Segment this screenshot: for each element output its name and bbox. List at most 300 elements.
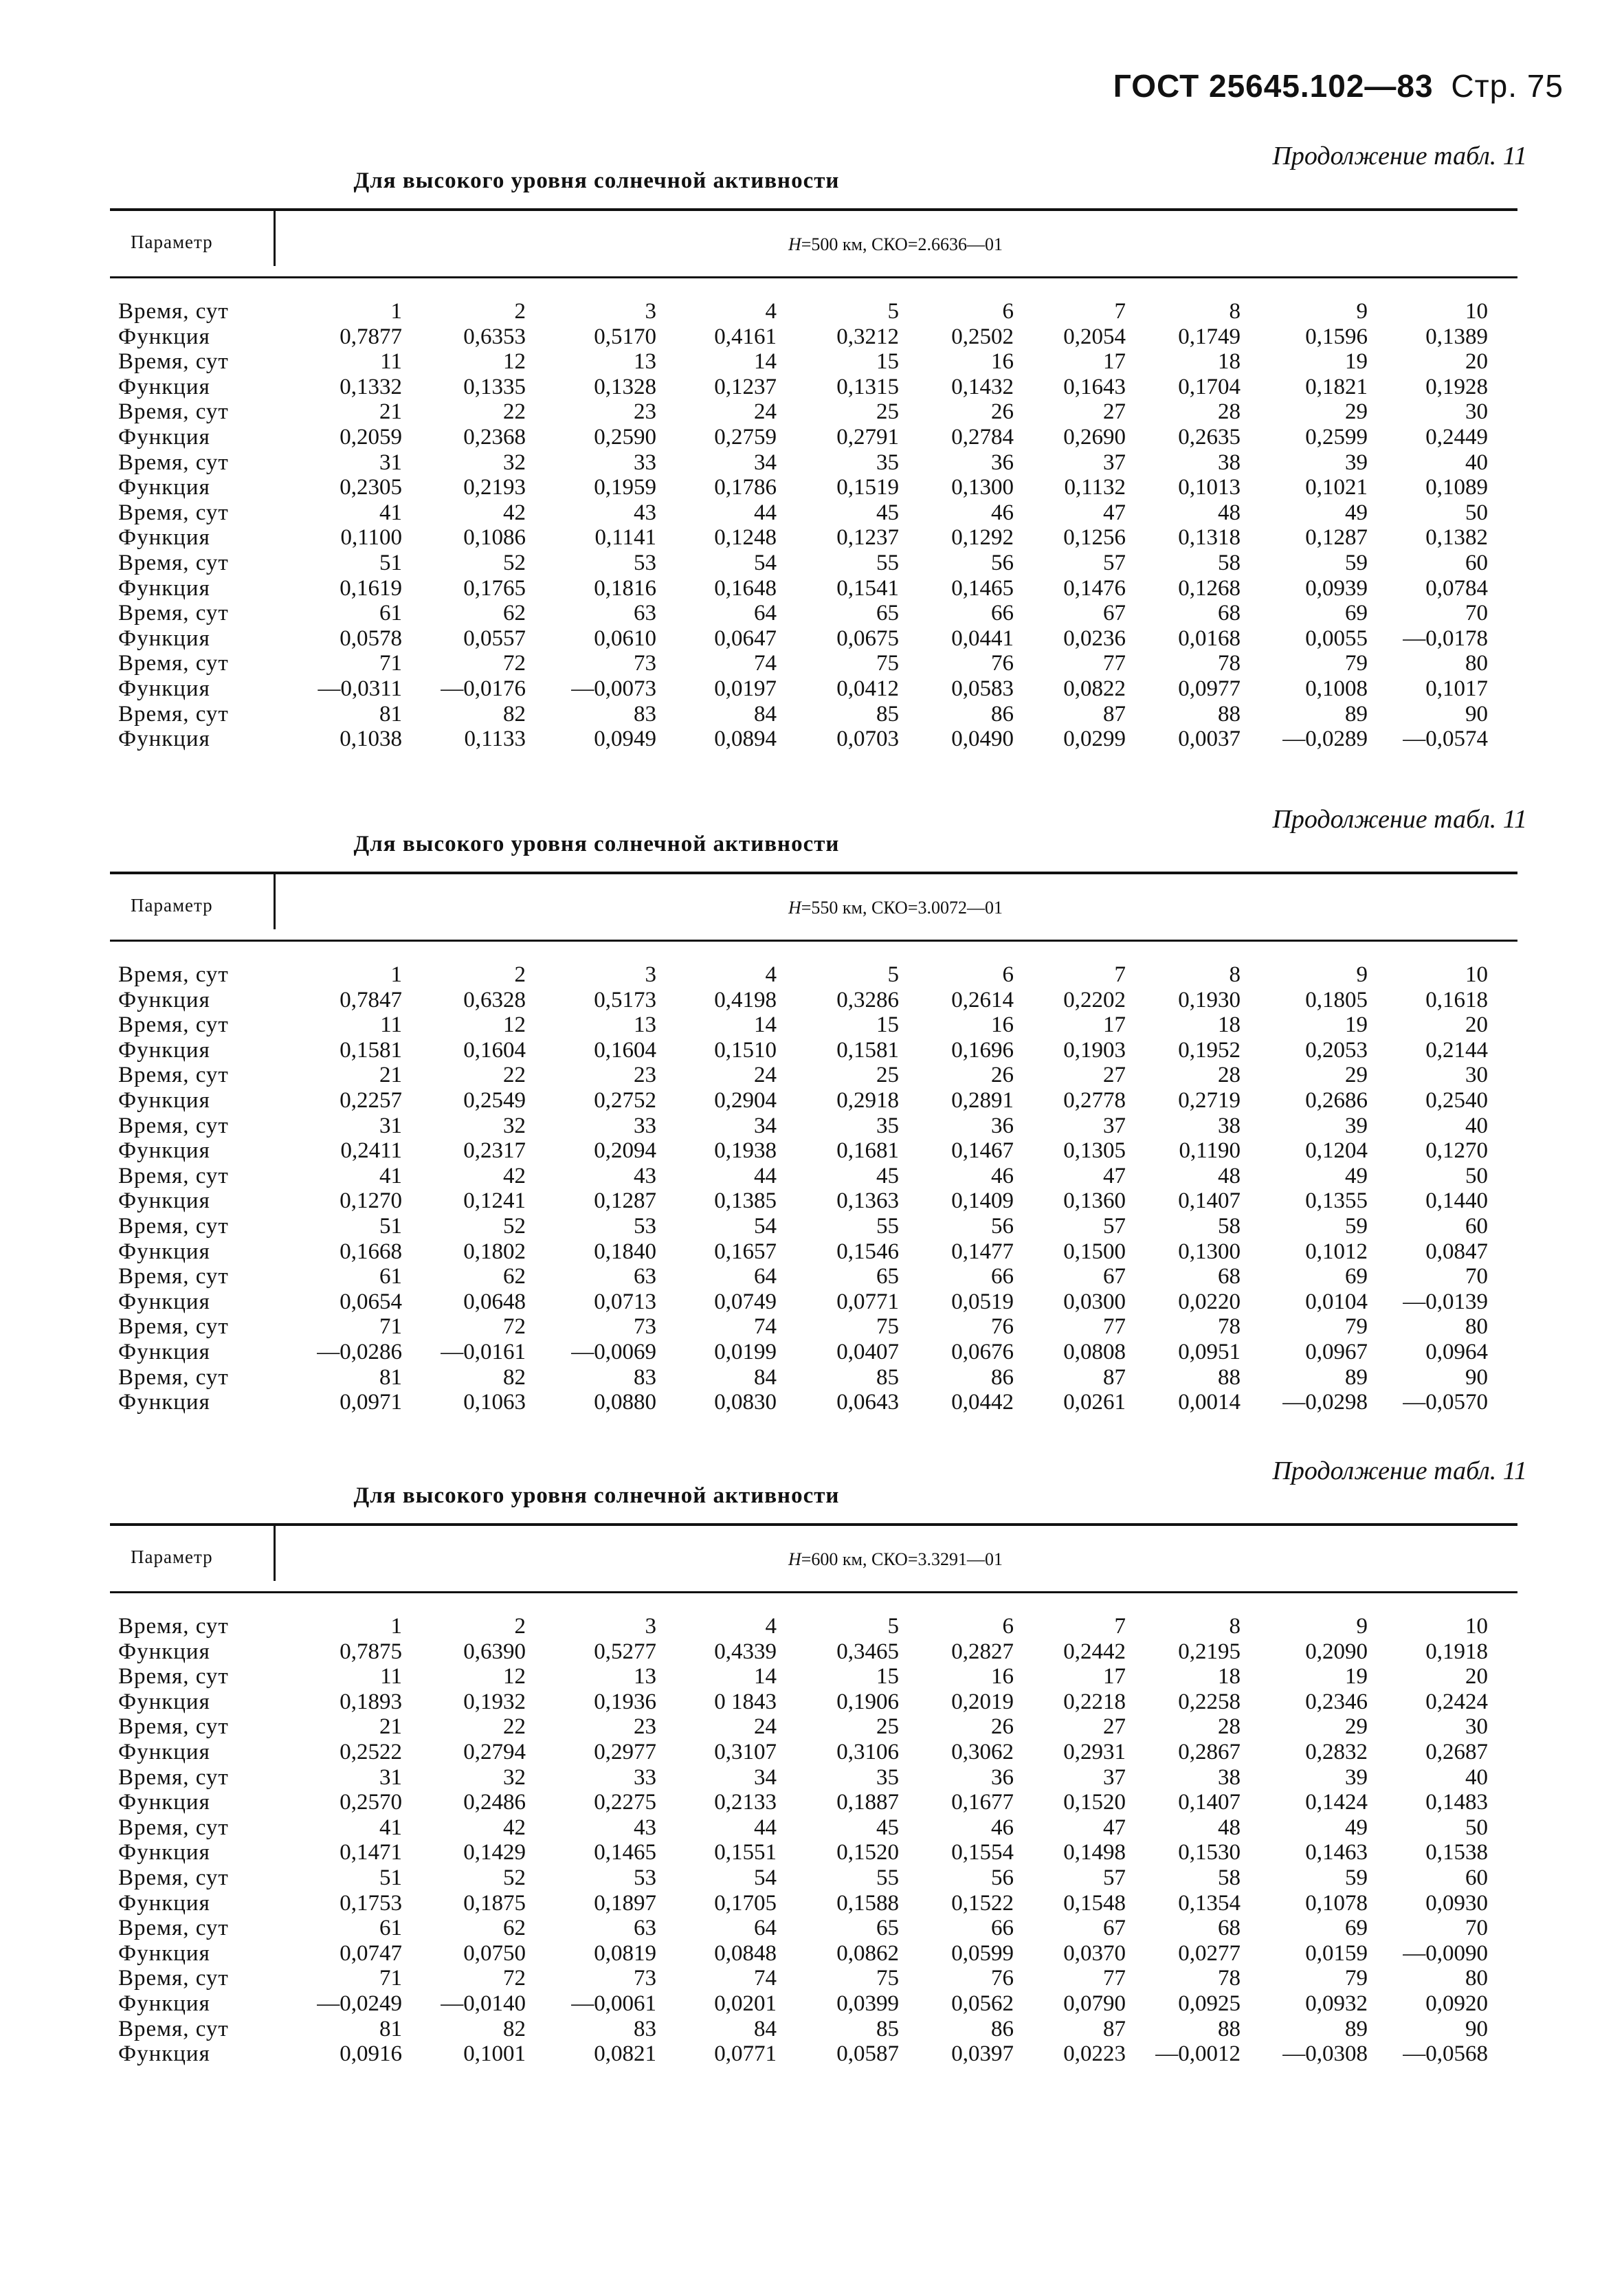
row-label: Время, сут xyxy=(118,1815,229,1840)
table-cell: 62 xyxy=(503,1264,526,1289)
table-row xyxy=(110,1714,1517,1740)
table-cell: 87 xyxy=(1103,1364,1126,1390)
row-label: Время, сут xyxy=(118,299,229,324)
section-title: Для высокого уровня солнечной активности xyxy=(353,832,840,856)
table-cell: 22 xyxy=(503,399,526,425)
table-row xyxy=(110,475,1517,500)
table-cell: 0,0822 xyxy=(1063,676,1126,701)
table-cell: 0,2218 xyxy=(1063,1689,1126,1714)
table-cell: 0,1389 xyxy=(1425,324,1488,349)
table-cell: 39 xyxy=(1345,1113,1368,1138)
altitude-header xyxy=(274,1549,1517,1570)
row-label: Время, сут xyxy=(118,2016,229,2041)
altitude-header xyxy=(274,234,1517,255)
table-cell: 0,0197 xyxy=(714,676,777,701)
table-cell: 0,0037 xyxy=(1178,727,1241,752)
table-cell: 0,1928 xyxy=(1425,374,1488,399)
table-cell: 84 xyxy=(754,701,777,727)
row-label: Функция xyxy=(118,1087,210,1113)
table-cell: 38 xyxy=(1218,1764,1241,1790)
table-cell: 0,4339 xyxy=(714,1639,777,1664)
table-cell: 39 xyxy=(1345,450,1368,475)
table-cell: 15 xyxy=(876,1664,899,1690)
table-cell: 47 xyxy=(1103,500,1126,525)
table-cell: 23 xyxy=(634,1714,656,1740)
table-cell: 54 xyxy=(754,1865,777,1890)
table-row xyxy=(110,702,1517,727)
table-row xyxy=(110,576,1517,601)
table-cell: 15 xyxy=(876,1012,899,1038)
table-cell: 0,1498 xyxy=(1063,1840,1126,1865)
table-cell: 8 xyxy=(1229,962,1241,987)
table-cell: —0,0012 xyxy=(1155,2041,1241,2067)
table-cell: 0,1471 xyxy=(340,1840,402,1865)
table-cell: 61 xyxy=(379,1264,402,1289)
table-cell: 25 xyxy=(876,399,899,425)
table-row xyxy=(110,1941,1517,1967)
page-header xyxy=(1113,67,1564,104)
param-header: Параметр xyxy=(131,232,213,252)
table-cell: 0,0587 xyxy=(836,2041,899,2067)
table-cell: 12 xyxy=(503,1664,526,1690)
table-row xyxy=(110,626,1517,652)
table-cell: 0,1749 xyxy=(1178,324,1241,349)
table-cell: 47 xyxy=(1103,1815,1126,1840)
table-cell: 60 xyxy=(1465,550,1488,575)
table-cell: 6 xyxy=(1002,1614,1014,1639)
table-cell: 37 xyxy=(1103,450,1126,475)
table-row xyxy=(110,1865,1517,1891)
table-cell: 0,2918 xyxy=(836,1087,899,1113)
table-cell: 60 xyxy=(1465,1865,1488,1890)
table-cell: 74 xyxy=(754,651,777,676)
table-cell: 0,0223 xyxy=(1063,2041,1126,2067)
table-cell: 36 xyxy=(991,450,1014,475)
table-cell: 81 xyxy=(379,1364,402,1390)
altitude-header xyxy=(274,898,1517,918)
table-row xyxy=(110,1239,1517,1265)
table-cell: 11 xyxy=(380,1012,402,1038)
table-cell: —0,0061 xyxy=(571,1991,656,2016)
table-cell: 30 xyxy=(1465,399,1488,425)
table-cell: 19 xyxy=(1345,349,1368,375)
row-label: Время, сут xyxy=(118,1163,229,1188)
table-cell: 0,0441 xyxy=(951,625,1014,651)
table-cell: 0,1816 xyxy=(594,575,656,601)
row-label: Время, сут xyxy=(118,1764,229,1790)
table-cell: 86 xyxy=(991,2016,1014,2041)
table-cell: 0,0299 xyxy=(1063,727,1126,752)
table-cell: 65 xyxy=(876,601,899,626)
table-cell: 0,2549 xyxy=(463,1087,526,1113)
table-cell: 0,2827 xyxy=(951,1639,1014,1664)
table-cell: 0,5277 xyxy=(594,1639,656,1664)
table-cell: 44 xyxy=(754,1163,777,1188)
table-cell: 50 xyxy=(1465,1815,1488,1840)
table-cell: 75 xyxy=(876,1314,899,1340)
table-cell: 0,1354 xyxy=(1178,1890,1241,1916)
table-cell: 0,0703 xyxy=(836,727,899,752)
table-cell: 0,2931 xyxy=(1063,1739,1126,1764)
table-row xyxy=(110,988,1517,1013)
table-cell: 22 xyxy=(503,1714,526,1740)
table-cell: 0,1897 xyxy=(594,1890,656,1916)
table-cell: 86 xyxy=(991,1364,1014,1390)
table-cell: 90 xyxy=(1465,2016,1488,2041)
table-cell: 2 xyxy=(514,962,526,987)
table-cell: 53 xyxy=(634,1865,656,1890)
table-cell: 0,0578 xyxy=(340,625,402,651)
table-cell: 68 xyxy=(1218,601,1241,626)
table-cell: 20 xyxy=(1465,1664,1488,1690)
table-cell: 89 xyxy=(1345,701,1368,727)
table-cell: 0,0583 xyxy=(951,676,1014,701)
table-cell: —0,0574 xyxy=(1403,727,1488,752)
table-cell: 46 xyxy=(991,1163,1014,1188)
row-label: Функция xyxy=(118,1339,210,1364)
table-cell: 0,1001 xyxy=(463,2041,526,2067)
table-cell: 0,1483 xyxy=(1425,1790,1488,1815)
table-cell: 0,1063 xyxy=(463,1390,526,1415)
table-cell: —0,0249 xyxy=(317,1991,402,2016)
table-row xyxy=(110,962,1517,988)
table-cell: —0,0090 xyxy=(1403,1940,1488,1966)
table-cell: 0,4198 xyxy=(714,987,777,1012)
table-cell: —0,0139 xyxy=(1403,1289,1488,1314)
row-label: Время, сут xyxy=(118,1865,229,1890)
table-cell: 85 xyxy=(876,1364,899,1390)
table-cell: 85 xyxy=(876,2016,899,2041)
table-cell: 59 xyxy=(1345,1213,1368,1239)
table-cell: 0,2687 xyxy=(1425,1739,1488,1764)
table-cell: —0,0311 xyxy=(318,676,402,701)
table-cell: 0,1893 xyxy=(340,1689,402,1714)
table-cell: —0,0568 xyxy=(1403,2041,1488,2067)
table-cell: 0,0747 xyxy=(340,1940,402,1966)
table-cell: 0,1802 xyxy=(463,1239,526,1264)
table-cell: 34 xyxy=(754,450,777,475)
table-cell: 0,0220 xyxy=(1178,1289,1241,1314)
table-header xyxy=(110,208,1517,278)
table-cell: 27 xyxy=(1103,399,1126,425)
table-cell: 0,0894 xyxy=(714,727,777,752)
table-cell: 64 xyxy=(754,1916,777,1941)
row-label: Время, сут xyxy=(118,1314,229,1340)
row-label: Функция xyxy=(118,2041,210,2067)
table-cell: 0,1287 xyxy=(1305,525,1368,551)
table-cell: 0,0847 xyxy=(1425,1239,1488,1264)
table-cell: 0,0971 xyxy=(340,1390,402,1415)
table-row xyxy=(110,601,1517,626)
table-cell: 0,2411 xyxy=(340,1138,402,1164)
table-cell: 0,1538 xyxy=(1425,1840,1488,1865)
table-cell: 0,0848 xyxy=(714,1940,777,1966)
table-cell: 23 xyxy=(634,399,656,425)
table-cell: 0,2424 xyxy=(1425,1689,1488,1714)
table-cell: 20 xyxy=(1465,1012,1488,1038)
table-row xyxy=(110,1639,1517,1665)
table-cell: 49 xyxy=(1345,1163,1368,1188)
table-cell: 69 xyxy=(1345,601,1368,626)
table-cell: 33 xyxy=(634,1113,656,1138)
row-label: Время, сут xyxy=(118,651,229,676)
table-cell: 0,2759 xyxy=(714,424,777,450)
table-cell: 0,0771 xyxy=(836,1289,899,1314)
table-cell: 0,1256 xyxy=(1063,525,1126,551)
table-row xyxy=(110,1365,1517,1391)
table-cell: 0,1318 xyxy=(1178,525,1241,551)
table-cell: 71 xyxy=(379,651,402,676)
row-label: Время, сут xyxy=(118,349,229,375)
table-cell: 0,3107 xyxy=(714,1739,777,1764)
table-cell: 47 xyxy=(1103,1163,1126,1188)
table-cell: 0,0236 xyxy=(1063,625,1126,651)
table-cell: 0,1604 xyxy=(594,1037,656,1063)
table-cell: 0,1287 xyxy=(594,1188,656,1214)
table-cell: 23 xyxy=(634,1063,656,1088)
table-cell: 0,1141 xyxy=(594,525,656,551)
table-cell: 0,3062 xyxy=(951,1739,1014,1764)
row-label: Функция xyxy=(118,1739,210,1764)
table-cell: 50 xyxy=(1465,500,1488,525)
table-row xyxy=(110,425,1517,450)
table-cell: 0,1432 xyxy=(951,374,1014,399)
table-cell: —0,0140 xyxy=(441,1991,526,2016)
table-cell: 74 xyxy=(754,1314,777,1340)
table-cell: 0,1407 xyxy=(1178,1790,1241,1815)
table-cell: 34 xyxy=(754,1764,777,1790)
table-cell: 0,1596 xyxy=(1305,324,1368,349)
table-cell: 0,1385 xyxy=(714,1188,777,1214)
table-cell: 29 xyxy=(1345,399,1368,425)
table-cell: 0,2133 xyxy=(714,1790,777,1815)
table-cell: 25 xyxy=(876,1063,899,1088)
table-cell: 0,2449 xyxy=(1425,424,1488,450)
table-cell: 0,2368 xyxy=(463,424,526,450)
table-cell: 78 xyxy=(1218,651,1241,676)
table-cell: 0,0442 xyxy=(951,1390,1014,1415)
table-cell: 57 xyxy=(1103,1865,1126,1890)
table-cell: 0,2257 xyxy=(340,1087,402,1113)
table-row xyxy=(110,1063,1517,1088)
row-label: Время, сут xyxy=(118,1614,229,1639)
table-cell: 66 xyxy=(991,1916,1014,1941)
row-label: Функция xyxy=(118,676,210,701)
table-cell: 0,1548 xyxy=(1063,1890,1126,1916)
table-cell: 12 xyxy=(503,349,526,375)
table-cell: 0,1424 xyxy=(1305,1790,1368,1815)
table-cell: 48 xyxy=(1218,500,1241,525)
table-cell: 43 xyxy=(634,1815,656,1840)
table-cell: 14 xyxy=(754,1012,777,1038)
table-row xyxy=(110,676,1517,702)
table-cell: 0,0819 xyxy=(594,1940,656,1966)
table-cell: 0,2054 xyxy=(1063,324,1126,349)
altitude-value: =550 км, СКО=3.0072—01 xyxy=(801,898,1003,918)
table-cell: 57 xyxy=(1103,550,1126,575)
table-cell: 10 xyxy=(1465,962,1488,987)
altitude-value: =600 км, СКО=3.3291—01 xyxy=(801,1549,1003,1569)
table-cell: 0,1705 xyxy=(714,1890,777,1916)
row-label: Время, сут xyxy=(118,1916,229,1941)
table-row xyxy=(110,1815,1517,1841)
table-cell: 73 xyxy=(634,651,656,676)
table-cell: 0,1300 xyxy=(1178,1239,1241,1264)
table-cell: 66 xyxy=(991,601,1014,626)
table-cell: 0,1677 xyxy=(951,1790,1014,1815)
table-cell: 77 xyxy=(1103,1314,1126,1340)
table-cell: 0,0648 xyxy=(463,1289,526,1314)
table-cell: 90 xyxy=(1465,1364,1488,1390)
table-cell: 0,1477 xyxy=(951,1239,1014,1264)
table-cell: 0,0654 xyxy=(340,1289,402,1314)
table-cell: 55 xyxy=(876,550,899,575)
table-cell: 0,1704 xyxy=(1178,374,1241,399)
table-cell: 8 xyxy=(1229,299,1241,324)
table-row xyxy=(110,525,1517,551)
table-cell: 36 xyxy=(991,1764,1014,1790)
table-cell: 0,1100 xyxy=(340,525,402,551)
table-cell: 0,0519 xyxy=(951,1289,1014,1314)
table-cell: 0,1959 xyxy=(594,475,656,500)
table-cell: 0,1519 xyxy=(836,475,899,500)
table-cell: 0,1887 xyxy=(836,1790,899,1815)
table-cell: 17 xyxy=(1103,1664,1126,1690)
table-cell: 8 xyxy=(1229,1614,1241,1639)
table-cell: 89 xyxy=(1345,2016,1368,2041)
table-cell: 0,1013 xyxy=(1178,475,1241,500)
table-cell: 1 xyxy=(390,1614,402,1639)
row-label: Функция xyxy=(118,525,210,551)
table-cell: 76 xyxy=(991,1314,1014,1340)
table-cell: 51 xyxy=(379,1213,402,1239)
table-cell: 0,1753 xyxy=(340,1890,402,1916)
table-cell: 0,1903 xyxy=(1063,1037,1126,1063)
table-cell: 0,2540 xyxy=(1425,1087,1488,1113)
table-cell: 44 xyxy=(754,500,777,525)
table-cell: 79 xyxy=(1345,1314,1368,1340)
standard-number: ГОСТ 25645.102—83 xyxy=(1113,68,1434,104)
table-cell: 0,2090 xyxy=(1305,1639,1368,1664)
table-cell: 61 xyxy=(379,601,402,626)
table-row xyxy=(110,1840,1517,1865)
row-label: Функция xyxy=(118,1390,210,1415)
table-row xyxy=(110,1012,1517,1038)
section-title: Для высокого уровня солнечной активности xyxy=(353,168,840,193)
table-cell: 0,2442 xyxy=(1063,1639,1126,1664)
table-cell: 5 xyxy=(887,1614,899,1639)
row-label: Время, сут xyxy=(118,1063,229,1088)
table-cell: 86 xyxy=(991,701,1014,727)
table-cell: 3 xyxy=(645,1614,656,1639)
table-cell: 0,0055 xyxy=(1305,625,1368,651)
table-cell: 40 xyxy=(1465,1764,1488,1790)
table-cell: 21 xyxy=(379,1714,402,1740)
table-cell: 46 xyxy=(991,500,1014,525)
table-row xyxy=(110,500,1517,526)
table-cell: 0,1089 xyxy=(1425,475,1488,500)
table-cell: 56 xyxy=(991,1865,1014,1890)
table-cell: 30 xyxy=(1465,1714,1488,1740)
table-row xyxy=(110,324,1517,350)
table-cell: 29 xyxy=(1345,1714,1368,1740)
table-cell: 0,1017 xyxy=(1425,676,1488,701)
table-cell: 67 xyxy=(1103,1264,1126,1289)
table-cell: 53 xyxy=(634,550,656,575)
table-cell: 72 xyxy=(503,651,526,676)
table-cell: 76 xyxy=(991,651,1014,676)
table-cell: 40 xyxy=(1465,1113,1488,1138)
table-cell: 24 xyxy=(754,1714,777,1740)
row-label: Функция xyxy=(118,424,210,450)
table-row xyxy=(110,1188,1517,1214)
table-cell: 80 xyxy=(1465,651,1488,676)
table-cell: 0,3106 xyxy=(836,1739,899,1764)
table-cell: 33 xyxy=(634,450,656,475)
table-cell: 13 xyxy=(634,1664,656,1690)
table-cell: 0,1618 xyxy=(1425,987,1488,1012)
continuation-note: Продолжение табл. 11 xyxy=(1272,805,1527,834)
table-cell: 88 xyxy=(1218,701,1241,727)
table-cell: 0,1520 xyxy=(836,1840,899,1865)
table-cell: 2 xyxy=(514,1614,526,1639)
table-cell: 17 xyxy=(1103,349,1126,375)
row-label: Функция xyxy=(118,1239,210,1264)
row-label: Функция xyxy=(118,1890,210,1916)
table-cell: 75 xyxy=(876,651,899,676)
table-cell: 36 xyxy=(991,1113,1014,1138)
table-row xyxy=(110,1891,1517,1916)
table-cell: 52 xyxy=(503,1865,526,1890)
table-cell: 0,3212 xyxy=(836,324,899,349)
table-cell: 2 xyxy=(514,299,526,324)
row-label: Время, сут xyxy=(118,399,229,425)
table-header xyxy=(110,872,1517,942)
table-cell: 0,0771 xyxy=(714,2041,777,2067)
table-cell: 0,0951 xyxy=(1178,1339,1241,1364)
table-cell: 62 xyxy=(503,1916,526,1941)
table-cell: 76 xyxy=(991,1966,1014,1991)
table-row xyxy=(110,1916,1517,1941)
row-label: Время, сут xyxy=(118,1364,229,1390)
table-cell: 82 xyxy=(503,701,526,727)
table-cell: 58 xyxy=(1218,1213,1241,1239)
table-cell: 9 xyxy=(1356,1614,1368,1639)
table-cell: 88 xyxy=(1218,2016,1241,2041)
table-cell: 73 xyxy=(634,1966,656,1991)
table-cell: 0,0562 xyxy=(951,1991,1014,2016)
table-cell: 79 xyxy=(1345,1966,1368,1991)
table-cell: 0,1541 xyxy=(836,575,899,601)
table-cell: 0,2019 xyxy=(951,1689,1014,1714)
table-cell: 0,2094 xyxy=(594,1138,656,1164)
table-cell: 0,1648 xyxy=(714,575,777,601)
table-cell: 72 xyxy=(503,1966,526,1991)
table-cell: 0,1409 xyxy=(951,1188,1014,1214)
table-cell: 67 xyxy=(1103,601,1126,626)
table-cell: 71 xyxy=(379,1314,402,1340)
table-cell: 0,5173 xyxy=(594,987,656,1012)
table-cell: 33 xyxy=(634,1764,656,1790)
table-cell: 0,1012 xyxy=(1305,1239,1368,1264)
table-cell: 74 xyxy=(754,1966,777,1991)
row-label: Функция xyxy=(118,1138,210,1164)
table-cell: 0,1668 xyxy=(340,1239,402,1264)
table-cell: —0,0069 xyxy=(571,1339,656,1364)
table-row xyxy=(110,1740,1517,1765)
table-cell: 0,0964 xyxy=(1425,1339,1488,1364)
table-cell: 0,0300 xyxy=(1063,1289,1126,1314)
